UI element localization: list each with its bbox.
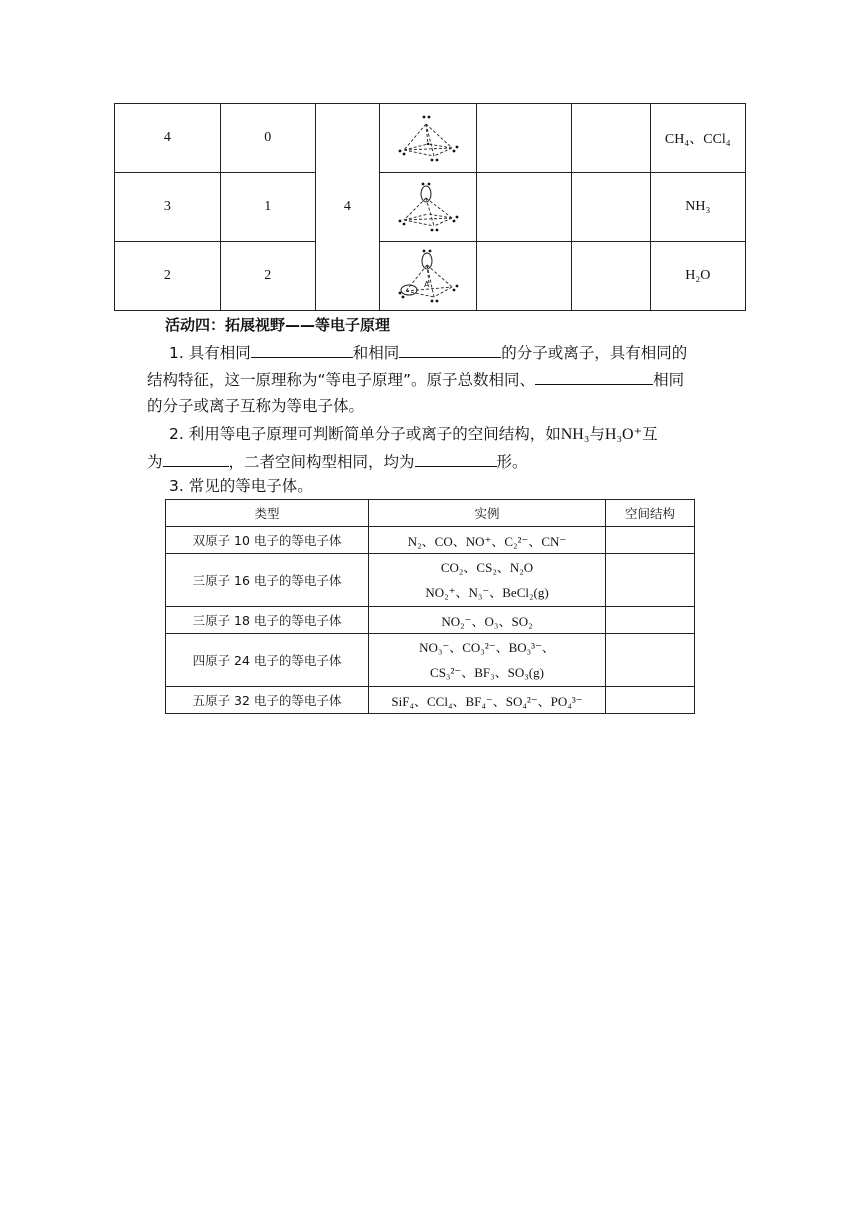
type-cell: 三原子 16 电子的等电子体 <box>166 554 369 607</box>
table-row <box>115 173 746 242</box>
lone-pairs-cell: 1 <box>220 173 315 242</box>
empty-cell <box>571 242 650 311</box>
structure-cell <box>606 527 695 554</box>
example-cell: CH₄、CCl₄ <box>650 104 745 173</box>
table-row <box>166 634 695 687</box>
type-cell: 五原子 32 电子的等电子体 <box>166 687 369 714</box>
type-cell: 三原子 18 电子的等电子体 <box>166 607 369 634</box>
geometry-cell <box>380 173 477 242</box>
structure-cell <box>606 687 695 714</box>
table-row <box>166 554 695 607</box>
header-structure: 空间结构 <box>606 500 695 527</box>
table-row <box>166 607 695 634</box>
type-cell: 双原子 10 电子的等电子体 <box>166 527 369 554</box>
fill-in-blank[interactable] <box>535 366 653 385</box>
empty-cell <box>571 104 650 173</box>
table-row <box>115 104 746 173</box>
tetrahedron-0-lone-pair-icon <box>396 112 460 164</box>
fill-in-blank[interactable] <box>415 448 497 467</box>
tetrahedron-2-lone-pair-icon <box>396 247 460 305</box>
table-row <box>166 527 695 554</box>
examples-cell: CO₂、CS₂、N₂O NO₂⁺、N₃⁻、BeCl₂(g) <box>369 554 606 607</box>
fill-in-blank[interactable] <box>163 448 229 467</box>
empty-cell <box>476 104 571 173</box>
table-header-row <box>166 500 695 527</box>
example-cell: NH₃ <box>650 173 745 242</box>
paragraph-2: 2. 利用等电子原理可判断简单分子或离子的空间结构，如NH₃与H₃O⁺互 为 ，二者空间构型相同，均为 形。 <box>147 425 658 471</box>
table-row <box>115 242 746 311</box>
tetrahedron-1-lone-pair-icon <box>396 180 460 234</box>
geometry-cell <box>380 104 477 173</box>
total-pairs-cell: 4 <box>315 104 379 311</box>
structure-cell <box>606 607 695 634</box>
vsepr-table <box>114 103 746 311</box>
geometry-cell <box>380 242 477 311</box>
type-cell: 四原子 24 电子的等电子体 <box>166 634 369 687</box>
examples-cell: NO₃⁻、CO₃²⁻、BO₃³⁻、 CS₃²⁻、BF₃、SO₃(g) <box>369 634 606 687</box>
empty-cell <box>476 242 571 311</box>
svg-text:A: A <box>423 280 430 289</box>
bond-pairs-cell: 3 <box>115 173 221 242</box>
paragraph-3: 3. 常见的等电子体。 <box>169 477 313 495</box>
lone-pairs-cell: 0 <box>220 104 315 173</box>
lone-pairs-cell: 2 <box>220 242 315 311</box>
header-examples: 实例 <box>369 500 606 527</box>
fill-in-blank[interactable] <box>251 339 353 358</box>
empty-cell <box>476 173 571 242</box>
examples-cell: N₂、CO、NO⁺、C₂²⁻、CN⁻ <box>369 527 606 554</box>
examples-cell: SiF₄、CCl₄、BF₄⁻、SO₄²⁻、PO₄³⁻ <box>369 687 606 714</box>
structure-cell <box>606 554 695 607</box>
bond-pairs-cell: 4 <box>115 104 221 173</box>
isoelectronic-table <box>165 499 695 714</box>
bond-pairs-cell: 2 <box>115 242 221 311</box>
empty-cell <box>571 173 650 242</box>
header-type: 类型 <box>166 500 369 527</box>
examples-cell: NO₂⁻、O₃、SO₂ <box>369 607 606 634</box>
example-cell: H₂O <box>650 242 745 311</box>
paragraph-1: 1. 具有相同 和相同 的分子或离子，具有相同的 结构特征，这一原理称为“等电子原理”。原子总数相同、 相同 的分子或离子互称为等电子体。 <box>147 339 735 419</box>
table-row <box>166 687 695 714</box>
structure-cell <box>606 634 695 687</box>
activity-heading: 活动四：拓展视野——等电子原理 <box>165 316 391 334</box>
fill-in-blank[interactable] <box>399 339 501 358</box>
